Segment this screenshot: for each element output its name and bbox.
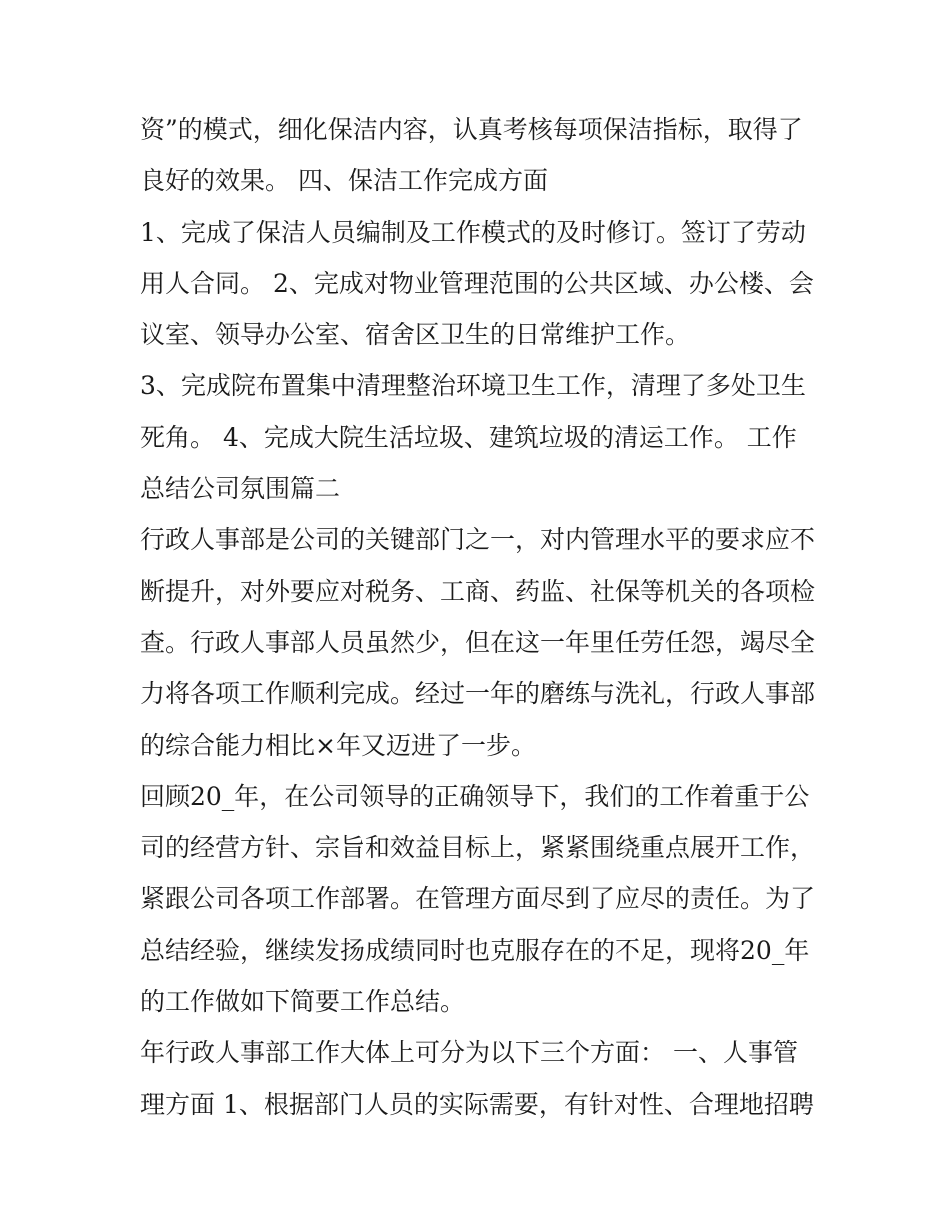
text-line: 用人合同。 2、完成对物业管理范围的公共区域、办公楼、会 [140,268,814,298]
text-line: 紧跟公司各项工作部署。在管理方面尽到了应尽的责任。为了 [140,884,816,914]
text-line: 3、完成院布置集中清理整治环境卫生工作，清理了多处卫生 [140,371,806,401]
text-line: 司的经营方针、宗旨和效益目标上，紧紧围绕重点展开工作， [140,833,816,863]
text-line: 1、完成了保洁人员编制及工作模式的及时修订。签订了劳动 [140,217,806,247]
text-line: 资”的模式，细化保洁内容，认真考核每项保洁指标，取得了 [140,115,803,144]
paragraph-item-3-4 [140,360,820,514]
text-line: 理方面 1、根据部门人员的实际需要，有针对性、合理地招聘 [140,1089,814,1119]
paragraph-year-review [140,771,820,1027]
text-line: 的工作做如下简要工作总结。 [140,987,466,1017]
text-line: 的综合能力相比×年又迈进了一步。 [140,730,536,760]
document-body [140,104,820,1130]
text-line: 年行政人事部工作大体上可分为以下三个方面： 一、人事管 [140,1038,798,1068]
text-line: 总结经验，继续发扬成绩同时也克服存在的不足，现将20_年 [140,935,810,965]
paragraph-cleaning-results [140,104,820,207]
text-line: 查。行政人事部人员虽然少，但在这一年里任劳任怨，竭尽全 [140,627,816,657]
text-line: 力将各项工作顺利完成。经过一年的磨练与洗礼，行政人事部 [140,679,816,709]
text-line: 行政人事部是公司的关键部门之一，对内管理水平的要求应不 [140,525,816,555]
text-line: 死角。 4、完成大院生活垃圾、建筑垃圾的清运工作。 工作 [140,422,797,452]
paragraph-hr-department-intro [140,514,820,770]
text-line: 议室、领导办公室、宿舍区卫生的日常维护工作。 [140,320,691,350]
text-line: 断提升，对外要应对税务、工商、药监、社保等机关的各项检 [140,576,816,606]
text-line: 总结公司氛围篇二 [140,474,341,504]
text-line: 良好的效果。 四、保洁工作完成方面 [140,166,548,196]
text-line: 回顾20_年，在公司领导的正确领导下，我们的工作着重于公 [140,781,810,811]
paragraph-work-aspects [140,1027,820,1130]
paragraph-item-1-2 [140,207,820,361]
